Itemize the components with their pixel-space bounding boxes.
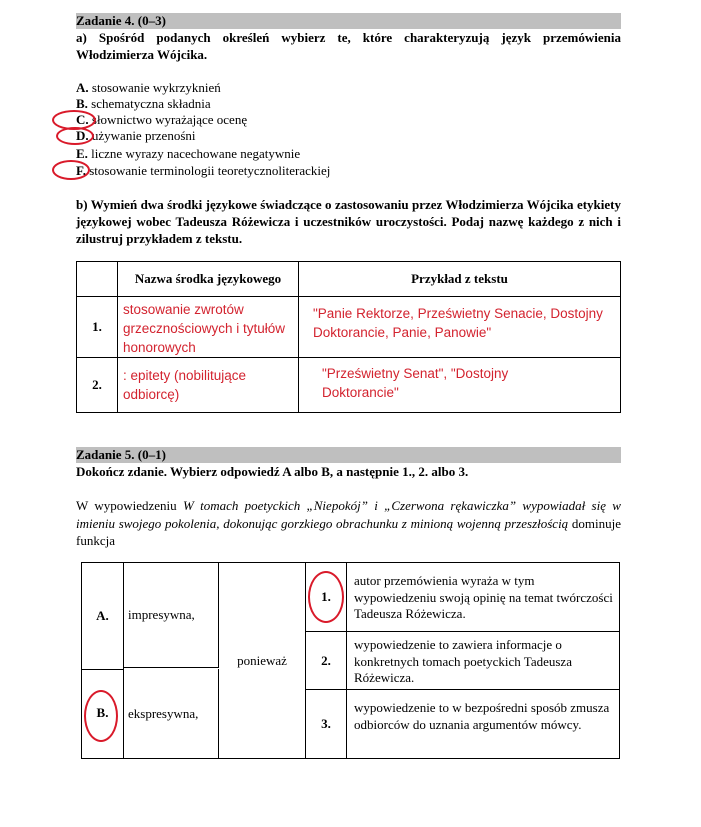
choice-2-text: wypowiedzenie to zawiera informacje o konkretnych tomach poetyckich Tadeusza Różewicza. [346, 631, 620, 690]
choice-2-number[interactable]: 2. [305, 631, 347, 690]
row-answer-example: "Prześwietny Senat", "Dostojny Doktorancie" [322, 366, 509, 400]
sentence-quote: W tomach poetyckich „Niepokój” i „Czerwona rękawiczka” wypowiadał się w imieniu swojego pokolenia, dokonując gorzkiego obrachunku z minioną wojenną przeszłością [76, 498, 621, 531]
choice-1-number[interactable]: 1. [305, 562, 347, 632]
option-e[interactable] [76, 146, 300, 162]
choice-1-text: autor przemówienia wyraża w tym wypowiedzeniu swoją opinię na temat twórczości Tadeusza Różewicza. [346, 562, 620, 632]
option-b[interactable] [76, 96, 211, 112]
circle-mark-b [84, 690, 118, 742]
connector-text: ponieważ [219, 562, 305, 759]
option-letter: F. [76, 163, 86, 178]
choice-a-text: impresywna, [123, 562, 219, 668]
circle-mark-1 [308, 571, 344, 623]
task5-header: Zadanie 5. (0–1) [76, 447, 621, 463]
option-letter: B. [76, 96, 88, 111]
option-f[interactable] [76, 163, 330, 179]
option-text: schematyczna składnia [91, 96, 211, 111]
row-answer-name: : epitety (nobilitujące odbiorcę) [123, 368, 247, 402]
task4-answer-table [76, 261, 621, 413]
task4-header: Zadanie 4. (0–3) [76, 13, 621, 29]
sentence-start: W wypowiedzeniu [76, 498, 183, 513]
option-letter: A. [76, 80, 89, 95]
row-number: 2. [77, 358, 118, 413]
task5-prompt: Dokończ zdanie. Wybierz odpowiedź A albo B, a następnie 1., 2. albo 3. [76, 464, 469, 479]
option-letter: E. [76, 146, 88, 161]
choice-a-letter[interactable]: A. [81, 562, 124, 670]
option-text: stosowanie terminologii teoretycznoliterackiej [89, 163, 331, 178]
table-corner [77, 262, 118, 297]
circle-mark-f [52, 160, 90, 180]
option-c[interactable] [76, 112, 247, 128]
task4-part-b-prompt: b) Wymień dwa środki językowe świadczące o zastosowaniu przez Włodzimierza Wójcika etykiety językowej wobec Tadeusza Różewicza i uczestników uroczystości. Podaj nazwę każdego z nich i zilustruj przykładem z tekstu. [76, 197, 621, 246]
row-answer-name: stosowanie zwrotów grzecznościowych i tytułów honorowych [123, 302, 286, 355]
option-a[interactable] [76, 80, 221, 96]
row-answer-example: "Panie Rektorze, Prześwietny Senacie, Dostojny Doktorancie, Panie, Panowie" [313, 306, 603, 340]
sentence-end: dominuje funkcja [76, 515, 621, 548]
choice-b-letter[interactable]: B. [81, 668, 124, 759]
option-text: używanie przenośni [91, 128, 196, 143]
task5-choice-grid [81, 562, 620, 759]
option-letter: D. [76, 128, 89, 143]
option-letter: C. [76, 112, 89, 127]
option-text: liczne wyrazy nacechowane negatywnie [91, 146, 301, 161]
table-header-example: Przykład z tekstu [299, 262, 621, 297]
choice-b-text: ekspresywna, [123, 669, 219, 759]
choice-3-text: wypowiedzenie to w bezpośredni sposób zmusza odbiorców do uznania argumentów mówcy. [346, 689, 620, 759]
table-header-name: Nazwa środka językowego [118, 262, 299, 297]
row-number: 1. [77, 297, 118, 358]
task4-part-a-prompt: a) Spośród podanych określeń wybierz te, które charakteryzują język przemówienia Włodzimierza Wójcika. [76, 30, 621, 62]
circle-mark-d [56, 127, 94, 145]
option-text: stosowanie wykrzyknień [91, 80, 221, 95]
choice-3-number[interactable]: 3. [305, 689, 347, 759]
option-text: słownictwo wyrażające ocenę [91, 112, 248, 127]
task5-sentence [76, 497, 621, 550]
